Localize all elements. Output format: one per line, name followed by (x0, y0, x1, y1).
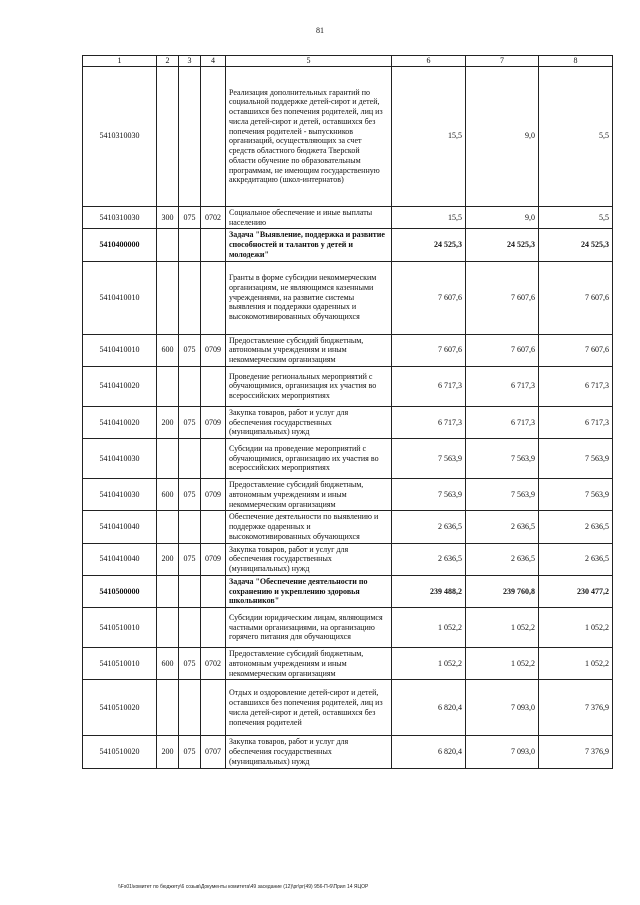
amount-col6: 239 488,2 (392, 575, 466, 607)
row-code: 5410410010 (83, 261, 157, 334)
amount-col7: 9,0 (466, 206, 539, 229)
amount-col8: 2 636,5 (539, 543, 613, 575)
table-row (83, 406, 613, 438)
row-code: 5410510010 (83, 648, 157, 680)
section-code (201, 261, 226, 334)
amount-col8: 5,5 (539, 206, 613, 229)
department-code (179, 511, 201, 543)
section-code: 0702 (201, 206, 226, 229)
section-code (201, 680, 226, 736)
amount-col6: 7 607,6 (392, 334, 466, 366)
expense-type-code (157, 439, 179, 479)
row-description: Задача "Обеспечение деятельности по сохранению и укреплению здоровья школьников" (226, 575, 392, 607)
section-code (201, 608, 226, 648)
row-code: 5410510010 (83, 608, 157, 648)
row-code: 5410410040 (83, 511, 157, 543)
amount-col6: 2 636,5 (392, 511, 466, 543)
row-code: 5410510020 (83, 680, 157, 736)
amount-col7: 2 636,5 (466, 543, 539, 575)
expense-type-code: 200 (157, 406, 179, 438)
column-header: 2 (157, 56, 179, 67)
expense-type-code (157, 608, 179, 648)
column-header: 7 (466, 56, 539, 67)
amount-col7: 7 563,9 (466, 439, 539, 479)
section-code (201, 229, 226, 261)
expense-type-code (157, 261, 179, 334)
expense-type-code (157, 680, 179, 736)
department-code (179, 229, 201, 261)
amount-col7: 7 093,0 (466, 680, 539, 736)
amount-col6: 15,5 (392, 66, 466, 206)
department-code (179, 575, 201, 607)
amount-col7: 1 052,2 (466, 608, 539, 648)
amount-col8: 6 717,3 (539, 406, 613, 438)
amount-col6: 2 636,5 (392, 543, 466, 575)
file-path-footer: \\Fs01\комитет по бюджету\6 созыв\Документы комитета\49 заседание (12)\pr\pr(49) 956-П-6\Прил 14 ЯЦОР (118, 884, 369, 890)
section-code: 0709 (201, 334, 226, 366)
department-code: 075 (179, 736, 201, 768)
department-code: 075 (179, 479, 201, 511)
amount-col7: 7 093,0 (466, 736, 539, 768)
amount-col6: 6 820,4 (392, 736, 466, 768)
amount-col8: 7 607,6 (539, 334, 613, 366)
column-header: 8 (539, 56, 613, 67)
department-code (179, 439, 201, 479)
amount-col8: 2 636,5 (539, 511, 613, 543)
amount-col8: 7 376,9 (539, 680, 613, 736)
department-code: 075 (179, 543, 201, 575)
amount-col8: 7 563,9 (539, 439, 613, 479)
column-header: 5 (226, 56, 392, 67)
row-description: Закупка товаров, работ и услуг для обеспечения государственных (муниципальных) нужд (226, 406, 392, 438)
amount-col8: 230 477,2 (539, 575, 613, 607)
row-description: Закупка товаров, работ и услуг для обеспечения государственных (муниципальных) нужд (226, 543, 392, 575)
amount-col7: 6 717,3 (466, 406, 539, 438)
amount-col6: 6 717,3 (392, 406, 466, 438)
amount-col7: 24 525,3 (466, 229, 539, 261)
expense-type-code: 600 (157, 334, 179, 366)
row-description: Гранты в форме субсидии некоммерческим организациям, не являющимся казенными учреждениями, на развитие системы выявления и поддержки одаренных и высокомотивированных обучающихся (226, 261, 392, 334)
amount-col6: 1 052,2 (392, 608, 466, 648)
table-row (83, 736, 613, 768)
column-header: 4 (201, 56, 226, 67)
department-code: 075 (179, 334, 201, 366)
expense-type-code: 300 (157, 206, 179, 229)
expense-type-code: 200 (157, 543, 179, 575)
row-description: Проведение региональных мероприятий с обучающимися, организация их участия во всероссийских мероприятиях (226, 366, 392, 406)
table-row (83, 680, 613, 736)
section-code: 0709 (201, 543, 226, 575)
section-code (201, 439, 226, 479)
row-description: Реализация дополнительных гарантий по социальной поддержке детей-сирот и детей, оставшихся без попечения родителей, лиц из числа детей-сирот и детей, оставшихся без попечения родителей - выпускников организаций, осуществляющих за счет средств областного бюджета Тверской области обучение по образовательным программам, не имеющим государственную аккредитацию (школ-интернатов) (226, 66, 392, 206)
table-row (83, 66, 613, 206)
amount-col6: 6 717,3 (392, 366, 466, 406)
row-description: Закупка товаров, работ и услуг для обеспечения государственных (муниципальных) нужд (226, 736, 392, 768)
section-code: 0709 (201, 406, 226, 438)
table-row (83, 206, 613, 229)
table-row (83, 543, 613, 575)
amount-col8: 1 052,2 (539, 648, 613, 680)
department-code: 075 (179, 206, 201, 229)
section-code (201, 575, 226, 607)
row-code: 5410500000 (83, 575, 157, 607)
row-description: Предоставление субсидий бюджетным, автономным учреждениям и иным некоммерческим организациям (226, 479, 392, 511)
row-code: 5410410020 (83, 366, 157, 406)
expense-type-code: 600 (157, 479, 179, 511)
row-description: Обеспечение деятельности по выявлению и поддержке одаренных и высокомотивированных обучающихся (226, 511, 392, 543)
row-description: Предоставление субсидий бюджетным, автономным учреждениям и иным некоммерческим организациям (226, 334, 392, 366)
row-description: Субсидии на проведение мероприятий с обучающимися, организацию их участия во всероссийских мероприятиях (226, 439, 392, 479)
table-row (83, 334, 613, 366)
section-code (201, 366, 226, 406)
table-row (83, 575, 613, 607)
amount-col6: 7 563,9 (392, 479, 466, 511)
amount-col6: 7 563,9 (392, 439, 466, 479)
department-code (179, 680, 201, 736)
amount-col8: 24 525,3 (539, 229, 613, 261)
table-row (83, 366, 613, 406)
expense-type-code: 600 (157, 648, 179, 680)
amount-col8: 5,5 (539, 66, 613, 206)
amount-col7: 7 563,9 (466, 479, 539, 511)
amount-col8: 7 376,9 (539, 736, 613, 768)
section-code: 0709 (201, 479, 226, 511)
column-header: 1 (83, 56, 157, 67)
amount-col7: 9,0 (466, 66, 539, 206)
row-code: 5410410040 (83, 543, 157, 575)
amount-col6: 1 052,2 (392, 648, 466, 680)
row-code: 5410400000 (83, 229, 157, 261)
amount-col7: 239 760,8 (466, 575, 539, 607)
expense-type-code (157, 66, 179, 206)
table-row (83, 648, 613, 680)
amount-col6: 6 820,4 (392, 680, 466, 736)
expense-type-code (157, 511, 179, 543)
row-description: Субсидии юридическим лицам, являющимся частными организациями, на организацию горячего питания для обучающихся (226, 608, 392, 648)
department-code (179, 366, 201, 406)
row-code: 5410310030 (83, 206, 157, 229)
department-code (179, 66, 201, 206)
amount-col8: 1 052,2 (539, 608, 613, 648)
table-row (83, 608, 613, 648)
row-description: Предоставление субсидий бюджетным, автономным учреждениям и иным некоммерческим организациям (226, 648, 392, 680)
table-row (83, 479, 613, 511)
amount-col7: 1 052,2 (466, 648, 539, 680)
amount-col7: 2 636,5 (466, 511, 539, 543)
amount-col7: 7 607,6 (466, 261, 539, 334)
expense-type-code (157, 229, 179, 261)
department-code: 075 (179, 648, 201, 680)
amount-col8: 6 717,3 (539, 366, 613, 406)
row-code: 5410410030 (83, 479, 157, 511)
amount-col7: 6 717,3 (466, 366, 539, 406)
amount-col8: 7 563,9 (539, 479, 613, 511)
row-code: 5410410030 (83, 439, 157, 479)
table-row (83, 261, 613, 334)
amount-col7: 7 607,6 (466, 334, 539, 366)
row-description: Отдых и оздоровление детей-сирот и детей, оставшихся без попечения родителей, лиц из числа детей-сирот и детей, оставшихся без попечения родителей (226, 680, 392, 736)
column-header: 3 (179, 56, 201, 67)
department-code (179, 608, 201, 648)
department-code: 075 (179, 406, 201, 438)
row-description: Задача "Выявление, поддержка и развитие способностей и талантов у детей и молодежи" (226, 229, 392, 261)
row-code: 5410410010 (83, 334, 157, 366)
section-code (201, 66, 226, 206)
table-row (83, 511, 613, 543)
table-row (83, 439, 613, 479)
row-code: 5410510020 (83, 736, 157, 768)
expense-type-code (157, 366, 179, 406)
section-code: 0702 (201, 648, 226, 680)
header-row (83, 56, 613, 67)
column-header: 6 (392, 56, 466, 67)
budget-table (82, 55, 613, 769)
amount-col6: 7 607,6 (392, 261, 466, 334)
page-number: 81 (316, 26, 324, 35)
row-code: 5410410020 (83, 406, 157, 438)
amount-col6: 15,5 (392, 206, 466, 229)
table-row (83, 229, 613, 261)
amount-col6: 24 525,3 (392, 229, 466, 261)
section-code (201, 511, 226, 543)
row-code: 5410310030 (83, 66, 157, 206)
row-description: Социальное обеспечение и иные выплаты населению (226, 206, 392, 229)
department-code (179, 261, 201, 334)
expense-type-code (157, 575, 179, 607)
amount-col8: 7 607,6 (539, 261, 613, 334)
section-code: 0707 (201, 736, 226, 768)
expense-type-code: 200 (157, 736, 179, 768)
